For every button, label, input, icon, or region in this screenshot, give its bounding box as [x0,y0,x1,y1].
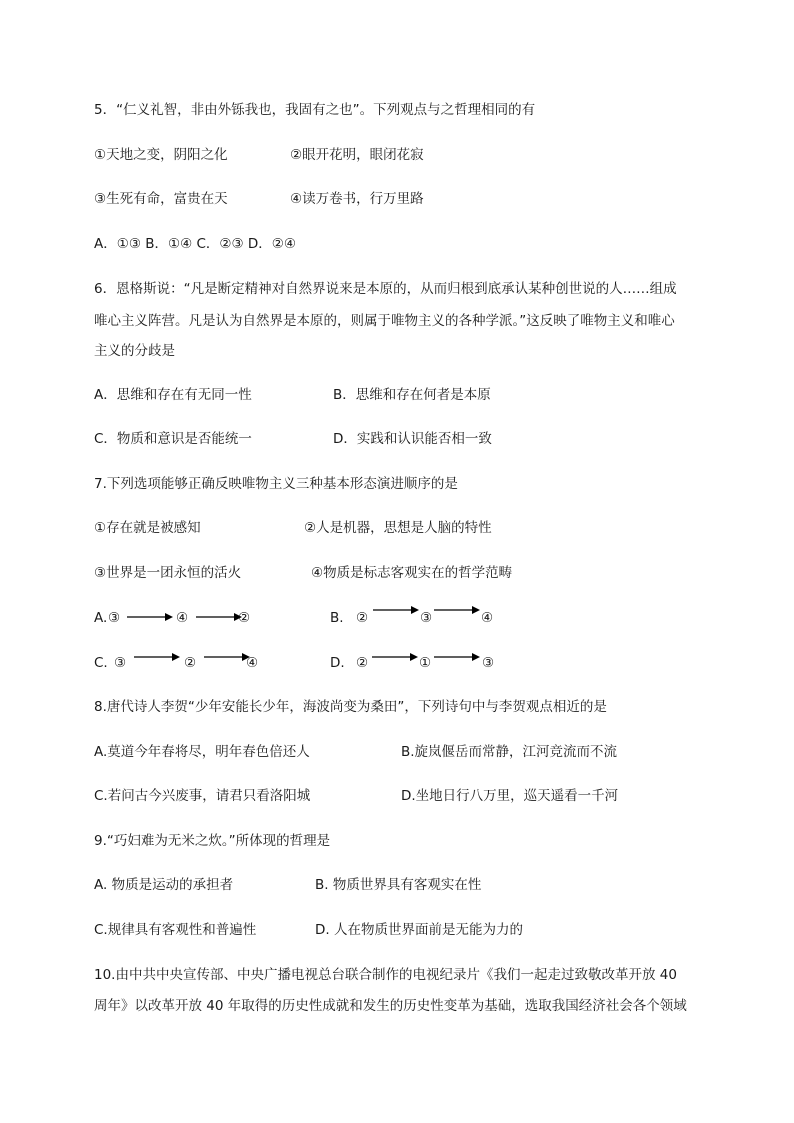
q7-choice-b-label: B. [330,610,344,626]
q8-stem: 8.唐代诗人李贺“少年安能长少年，海波尚变为桑田”，下列诗句中与李贺观点相近的是 [94,699,607,715]
q7-option-4: ④物质是标志客观实在的哲学范畴 [311,565,513,581]
q6-stem-line-1: 6．恩格斯说：“凡是断定精神对自然界说来是本原的，从而归根到底承认某种创世说的人……组成 [94,281,677,297]
q8-choice-b: B.旋岚偃岳而常静，江河竞流而不流 [401,744,618,760]
q6-stem-line-2: 唯心主义阵营。凡是认为自然界是本原的，则属于唯物主义的各种学派。”这反映了唯物主义和唯心 [94,313,675,329]
q10-stem-line-1: 10.由中共中央宣传部、中央广播电视总台联合制作的电视纪录片《我们一起走过致敬改革开放 40 [94,967,677,983]
q5-choices: A．①③ B．①④ C．②③ D．②④ [94,236,297,252]
q7-choice-d-n1: ② [356,655,369,671]
q7-choice-d-label: D. [330,655,345,671]
q7-choice-d-n2: ① [419,655,432,671]
arrow-icon [434,603,480,617]
q8-choice-d: D.坐地日行八万里，巡天遥看一千河 [401,788,619,804]
q6-choice-d: D．实践和认识能否相一致 [333,431,492,447]
q9-stem: 9.“巧妇难为无米之炊。”所体现的哲理是 [94,833,331,849]
arrow-icon [204,650,250,664]
q7-choice-b-n1: ② [356,610,369,626]
q6-choice-b: B．思维和存在何者是本原 [333,387,491,403]
q5-option-1: ①天地之变，阴阳之化 [94,147,228,163]
arrow-icon [134,650,180,664]
q7-choice-c-n1: ③ [114,655,127,671]
q9-choice-a: A. 物质是运动的承担者 [94,877,234,893]
q8-choice-c: C.若问古今兴废事，请君只看洛阳城 [94,788,311,804]
q5-option-4: ④读万卷书，行万里路 [290,191,424,207]
arrow-icon [196,610,242,624]
q8-choice-a: A.莫道今年春将尽，明年春色倍还人 [94,744,310,760]
q5-option-2: ②眼开花明，眼闭花寂 [290,147,424,163]
q7-choice-a-label: A. [94,610,108,626]
q7-stem: 7.下列选项能够正确反映唯物主义三种基本形态演进顺序的是 [94,476,458,492]
q9-choice-b: B. 物质世界具有客观实在性 [315,877,482,893]
q7-choice-a-n2: ④ [176,610,189,626]
arrow-icon [373,603,419,617]
arrow-icon [127,610,173,624]
q9-choice-d: D. 人在物质世界面前是无能为力的 [315,922,523,938]
q5-option-3: ③生死有命，富贵在天 [94,191,228,207]
q6-choice-a: A．思维和存在有无同一性 [94,387,252,403]
q7-choice-c-n3: ④ [246,655,259,671]
q7-choice-b-n3: ④ [481,610,494,626]
q6-stem-line-3: 主义的分歧是 [94,343,175,359]
q10-stem-line-2: 周年》以改革开放 40 年取得的历史性成就和发生的历史性变革为基础，选取我国经济社会各个领域 [94,998,687,1014]
q7-choice-c-label: C. [94,655,108,671]
q7-choice-b-n2: ③ [420,610,433,626]
q7-choice-d-n3: ③ [482,655,495,671]
q7-choice-a-n1: ③ [108,610,121,626]
q5-stem: 5．“仁义礼智，非由外铄我也，我固有之也”。下列观点与之哲理相同的有 [94,102,536,118]
q7-choice-c-n2: ② [184,655,197,671]
q7-option-3: ③世界是一团永恒的活火 [94,565,242,581]
q7-choice-a-n3: ② [238,610,251,626]
arrow-icon [372,650,418,664]
arrow-icon [434,650,480,664]
q7-option-1: ①存在就是被感知 [94,520,201,536]
q7-option-2: ②人是机器，思想是人脑的特性 [304,520,492,536]
q6-choice-c: C．物质和意识是否能统一 [94,431,252,447]
q9-choice-c: C.规律具有客观性和普遍性 [94,922,257,938]
